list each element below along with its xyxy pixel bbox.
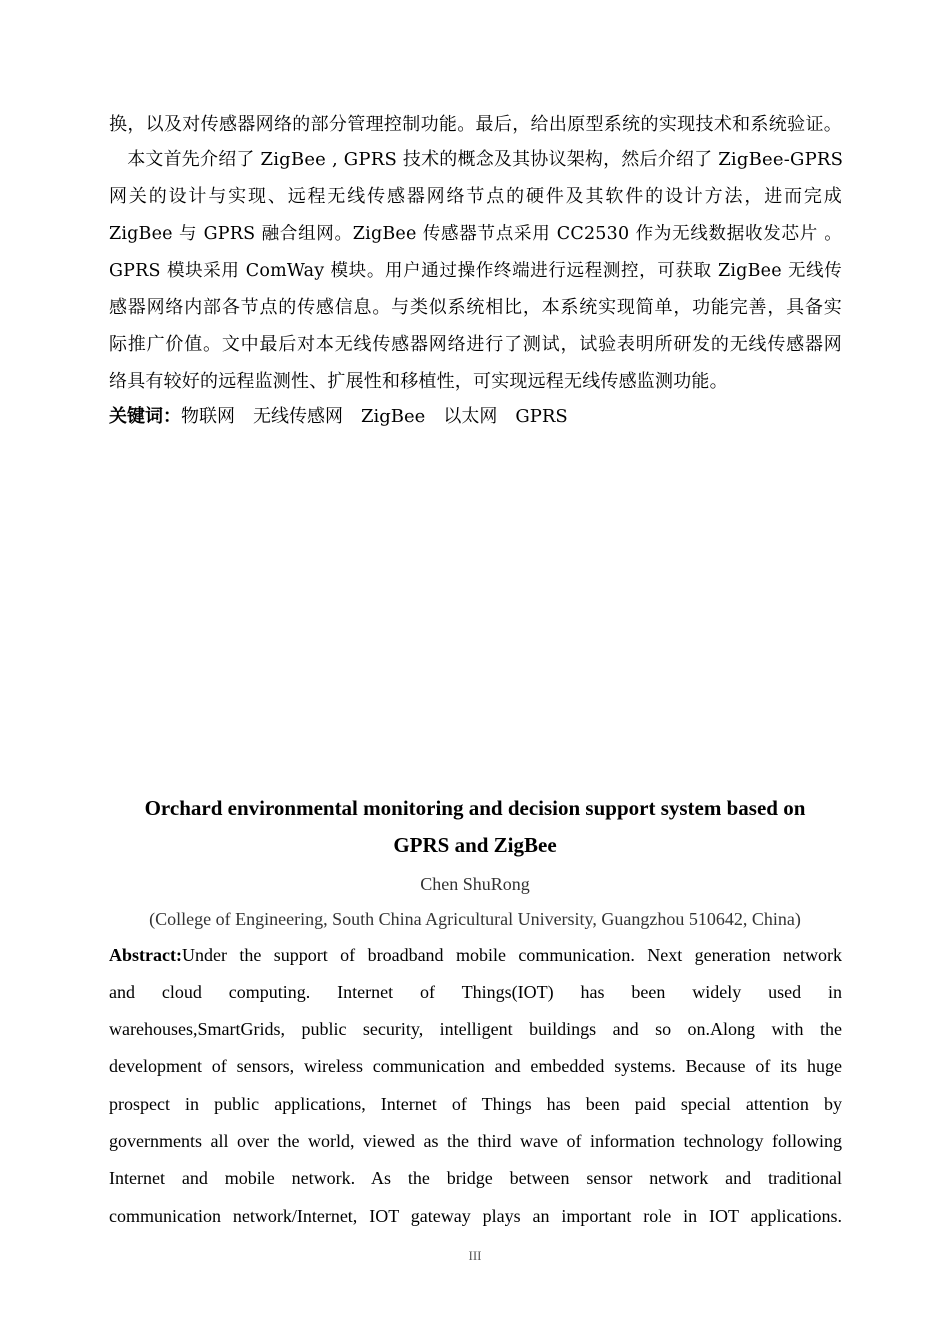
keyword-item: 物联网 xyxy=(181,406,235,427)
cn-abstract-line-7: 际推广价值。文中最后对本无线传感器网络进行了测试，试验表明所研发的无线传感器网 xyxy=(109,334,842,355)
english-abstract-line-7: Internet and mobile network. As the bridge between sensor network and traditional xyxy=(109,1168,842,1188)
cn-abstract-line-2: 本文首先介绍了 ZigBee , GPRS 技术的概念及其协议架构，然后介绍了 ZigBee-GPRS xyxy=(109,149,844,170)
keywords-row xyxy=(109,406,586,428)
english-title-line-1: Orchard environmental monitoring and decision support system based on xyxy=(144,796,806,820)
english-abstract-line-4: development of sensors, wireless communication and embedded systems. Because of its huge xyxy=(109,1056,842,1076)
keyword-item: ZigBee xyxy=(361,406,426,427)
english-title-line-2: GPRS and ZigBee xyxy=(393,833,557,857)
page-number: III xyxy=(468,1248,482,1263)
english-abstract-line-3: warehouses,SmartGrids, public security, intelligent buildings and so on.Along with the xyxy=(109,1019,842,1039)
cn-abstract-line-6: 感器网络内部各节点的传感信息。与类似系统相比，本系统实现简单，功能完善，具备实 xyxy=(109,297,842,318)
english-abstract-line-1 xyxy=(109,944,842,966)
keywords-label: 关键词： xyxy=(109,406,181,427)
cn-abstract-line-3: 网关的设计与实现、远程无线传感器网络节点的硬件及其软件的设计方法，进而完成 xyxy=(109,186,842,207)
cn-abstract-line-1: 换，以及对传感器网络的部分管理控制功能。最后，给出原型系统的实现技术和系统验证。 xyxy=(109,114,842,135)
abstract-label: Abstract: xyxy=(109,945,182,965)
keyword-item: GPRS xyxy=(515,406,568,427)
cn-abstract-line-5: GPRS 模块采用 ComWay 模块。用户通过操作终端进行远程测控，可获取 ZigBee 无线传 xyxy=(109,261,842,281)
keyword-item: 无线传感网 xyxy=(253,406,343,427)
cn-abstract-line-8: 络具有较好的远程监测性、扩展性和移植性，可实现远程无线传感监测功能。 xyxy=(109,371,728,392)
keyword-item: 以太网 xyxy=(443,406,498,427)
english-author: Chen ShuRong xyxy=(420,874,530,894)
english-abstract-line-6: governments all over the world, viewed as the third wave of information technology following xyxy=(109,1131,842,1151)
english-abstract-line-8: communication network/Internet, IOT gateway plays an important role in IOT applications. xyxy=(109,1206,842,1226)
english-abstract-text: Under the support of broadband mobile communication. Next generation network xyxy=(181,945,842,965)
english-affiliation: (College of Engineering, South China Agricultural University, Guangzhou 510642, China) xyxy=(149,909,801,929)
cn-abstract-line-4: ZigBee 与 GPRS 融合组网。ZigBee 传感器节点采用 CC2530 作为无线数据收发芯片 。 xyxy=(109,224,842,244)
english-abstract-line-2: and cloud computing. Internet of Things(IOT) has been widely used in xyxy=(109,982,842,1002)
english-abstract-line-5: prospect in public applications, Internet of Things has been paid special attention by xyxy=(109,1094,842,1114)
